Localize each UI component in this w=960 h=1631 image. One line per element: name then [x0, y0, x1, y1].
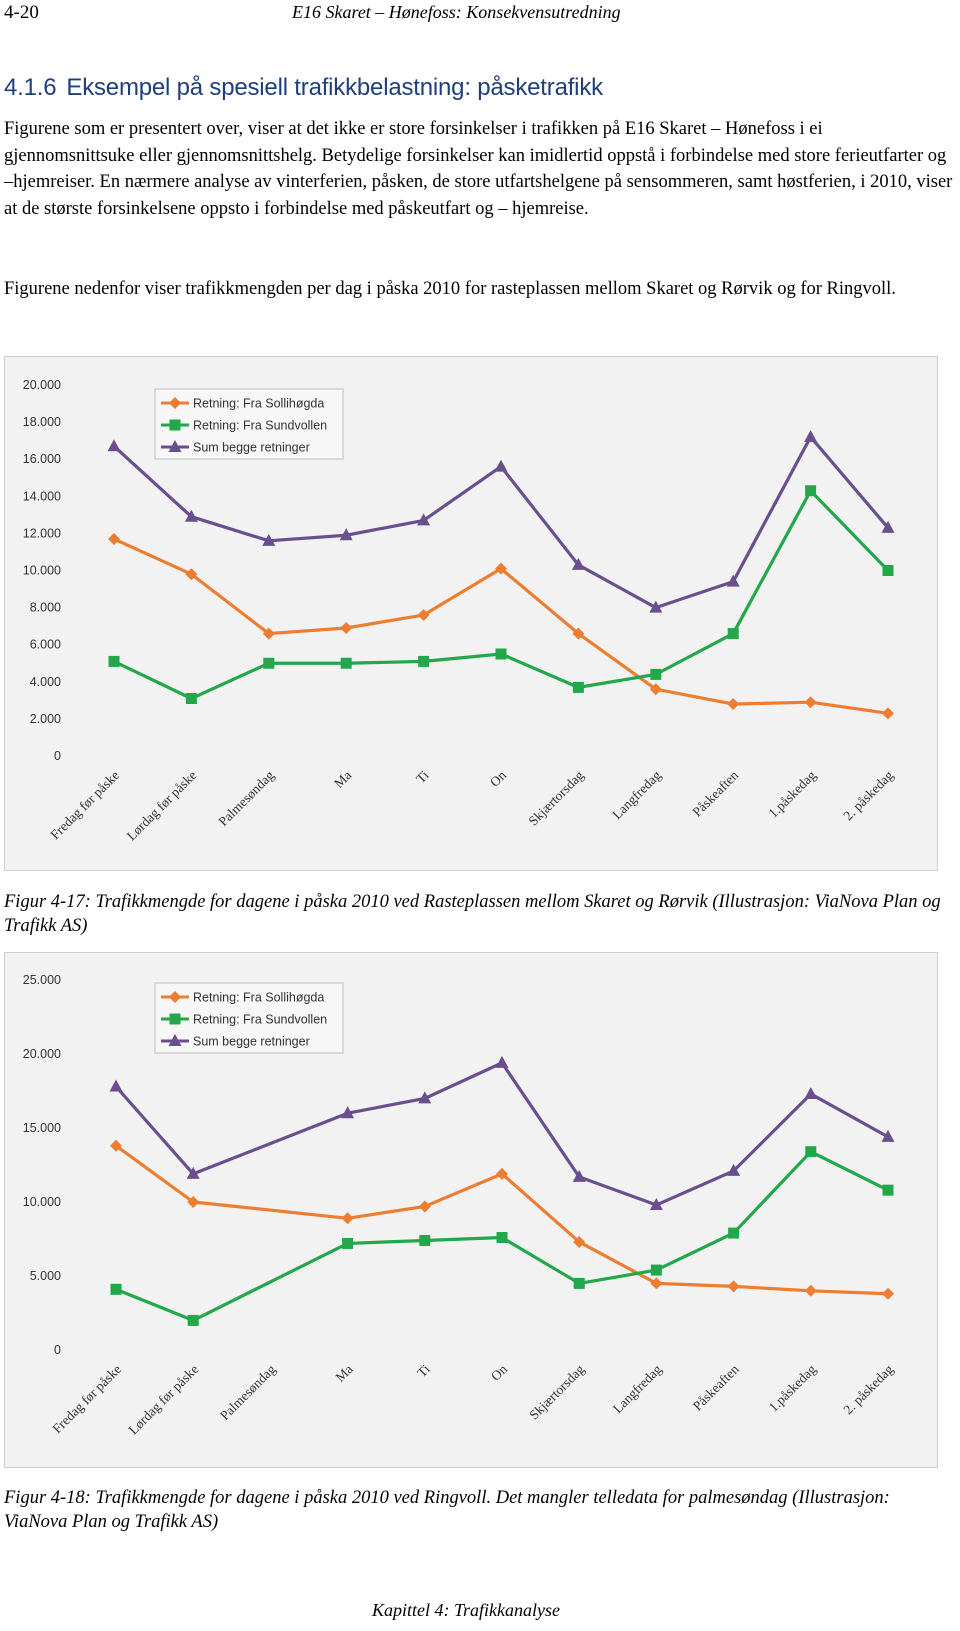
x-tick-label: Langfredag	[609, 767, 664, 823]
figure-caption-4-18: Figur 4-18: Trafikkmengde for dagene i påska 2010 ved Ringvoll. Det mangler telledata for palmesøndag (Illustrasjon: ViaNova Plan og Trafikk AS)	[4, 1488, 890, 1532]
legend-label-retning-fra-sollihogda: Retning: Fra Sollihøgda	[193, 396, 325, 411]
data-point-retning-fra-sollihogda	[805, 1285, 817, 1297]
legend-label-sum-begge-retninger: Sum begge retninger	[193, 440, 310, 455]
y-tick-label: 18.000	[22, 415, 61, 430]
y-tick-label: 16.000	[22, 452, 61, 467]
data-point-retning-fra-sundvollen	[728, 1228, 739, 1239]
data-point-sum-begge-retninger	[417, 513, 430, 525]
y-tick-label: 20.000	[22, 1047, 61, 1061]
y-tick-label: 2.000	[29, 711, 61, 726]
x-tick-label: Ti	[412, 767, 432, 787]
legend-marker-retning-fra-sundvollen	[170, 1014, 181, 1025]
x-tick-label: Ma	[330, 767, 355, 791]
y-tick-label: 14.000	[22, 489, 61, 504]
body-paragraph-2: Figurene nedenfor viser trafikkmengden per dag i påska 2010 for rasteplassen mellom Skaret og Rørvik og for Ringvoll.	[4, 279, 896, 299]
data-point-retning-fra-sundvollen	[418, 656, 429, 667]
data-point-retning-fra-sundvollen	[574, 1278, 585, 1289]
x-tick-label: 1.påskedag	[765, 767, 819, 821]
y-tick-label: 4.000	[29, 674, 61, 689]
data-point-retning-fra-sundvollen	[728, 628, 739, 639]
data-point-retning-fra-sundvollen	[805, 1146, 816, 1157]
data-point-retning-fra-sollihogda	[108, 533, 120, 545]
y-tick-label: 20.000	[22, 378, 61, 392]
data-point-retning-fra-sollihogda	[727, 698, 739, 710]
data-point-sum-begge-retninger	[804, 430, 817, 442]
legend-label-sum-begge-retninger: Sum begge retninger	[193, 1034, 310, 1049]
x-tick-label: Påskeaften	[689, 767, 742, 820]
x-tick-label: Påskeaften	[689, 1361, 742, 1414]
legend-label-retning-fra-sundvollen: Retning: Fra Sundvollen	[193, 1012, 328, 1027]
y-tick-label: 6.000	[29, 637, 61, 652]
x-tick-label: Fredag før påske	[47, 767, 123, 843]
data-point-retning-fra-sollihogda	[419, 1200, 431, 1212]
data-point-retning-fra-sundvollen	[883, 1185, 894, 1196]
series-line-sum-begge-retninger	[116, 1063, 888, 1205]
y-tick-label: 15.000	[22, 1121, 61, 1135]
data-point-retning-fra-sundvollen	[342, 1238, 353, 1249]
x-tick-label: Palmesøndag	[217, 1361, 279, 1424]
data-point-retning-fra-sundvollen	[497, 1232, 508, 1243]
data-point-retning-fra-sundvollen	[573, 682, 584, 693]
section-heading	[4, 74, 603, 102]
data-point-retning-fra-sundvollen	[111, 1284, 122, 1295]
y-tick-label: 0	[54, 749, 61, 763]
data-point-retning-fra-sundvollen	[186, 693, 197, 704]
body-paragraph-1: Figurene som er presentert over, viser at det ikke er store forsinkelser i trafikken på E16 Skaret – Hønefoss i ei gjennomsnittsuke eller gjennomsnittshelg. Betydelige forsinkelser kan imidlertid oppstå i forbindelse med store ferieutfarter og –hjemreiser. En nærmere analyse av vinterferien, påsken, de store utfartshelgene på sensommeren, samt høstferien, i 2010, viser at de største forsinkelsene oppsto i forbindelse med påskeutfart og – hjemreise.	[4, 119, 953, 219]
data-point-retning-fra-sundvollen	[109, 656, 120, 667]
document-title: E16 Skaret – Hønefoss: Konsekvensutredning	[292, 2, 621, 22]
data-point-retning-fra-sollihogda	[882, 1288, 894, 1300]
data-point-retning-fra-sundvollen	[883, 565, 894, 576]
data-point-retning-fra-sundvollen	[341, 658, 352, 669]
series-line-retning-fra-sundvollen	[114, 491, 888, 699]
data-point-retning-fra-sundvollen	[263, 658, 274, 669]
y-tick-label: 10.000	[22, 1195, 61, 1209]
section-number: 4.1.6	[4, 74, 57, 101]
chart-ringvoll-svg	[5, 953, 937, 1467]
y-tick-label: 25.000	[22, 973, 61, 987]
y-tick-label: 5.000	[29, 1269, 61, 1283]
data-point-sum-begge-retninger	[495, 460, 508, 472]
data-point-retning-fra-sundvollen	[419, 1235, 430, 1246]
data-point-retning-fra-sundvollen	[496, 648, 507, 659]
y-tick-label: 8.000	[29, 600, 61, 615]
x-tick-label: Palmesøndag	[215, 767, 277, 830]
legend-marker-retning-fra-sundvollen	[170, 420, 181, 431]
data-point-retning-fra-sundvollen	[188, 1315, 199, 1326]
x-tick-label: Skjærtorsdag	[525, 767, 587, 829]
data-point-retning-fra-sundvollen	[805, 485, 816, 496]
chart-rasteplass-svg	[5, 357, 937, 870]
y-tick-label: 12.000	[22, 526, 61, 541]
data-point-retning-fra-sollihogda	[805, 696, 817, 708]
figure-caption-4-17: Figur 4-17: Trafikkmengde for dagene i påska 2010 ved Rasteplassen mellom Skaret og Rørvik (Illustrasjon: ViaNova Plan og Trafikk AS)	[4, 892, 941, 936]
section-title: Eksempel på spesiell trafikkbelastning: påsketrafikk	[66, 74, 603, 101]
data-point-retning-fra-sundvollen	[650, 669, 661, 680]
legend-label-retning-fra-sundvollen: Retning: Fra Sundvollen	[193, 418, 328, 433]
data-point-sum-begge-retninger	[804, 1087, 817, 1099]
data-point-retning-fra-sollihogda	[650, 1277, 662, 1289]
chart-rasteplass	[4, 356, 938, 871]
x-tick-label: Ma	[332, 1361, 356, 1385]
x-tick-label: Langfredag	[609, 1361, 665, 1417]
chart-ringvoll	[4, 952, 938, 1468]
x-tick-label: Lørdag før påske	[125, 1361, 202, 1438]
data-point-sum-begge-retninger	[108, 439, 121, 451]
x-tick-label: On	[487, 1361, 511, 1384]
x-tick-label: Ti	[414, 1361, 433, 1381]
page-header	[4, 0, 956, 30]
data-point-retning-fra-sollihogda	[340, 622, 352, 634]
y-tick-label: 10.000	[22, 563, 61, 578]
data-point-sum-begge-retninger	[496, 1056, 509, 1068]
data-point-retning-fra-sundvollen	[651, 1265, 662, 1276]
x-tick-label: On	[486, 767, 510, 790]
x-tick-label: 2. påskedag	[840, 767, 897, 824]
x-tick-label: Fredag før påske	[49, 1361, 125, 1437]
y-tick-label: 0	[54, 1343, 61, 1357]
x-tick-label: 2. påskedag	[840, 1361, 897, 1418]
data-point-sum-begge-retninger	[110, 1080, 123, 1092]
page-number: 4-20	[4, 2, 39, 23]
data-point-retning-fra-sollihogda	[342, 1212, 354, 1224]
x-tick-label: 1.påskedag	[765, 1361, 819, 1415]
data-point-retning-fra-sollihogda	[882, 707, 894, 719]
x-tick-label: Skjærtorsdag	[526, 1361, 588, 1423]
page-footer: Kapittel 4: Trafikkanalyse	[372, 1600, 560, 1620]
legend-label-retning-fra-sollihogda: Retning: Fra Sollihøgda	[193, 990, 325, 1005]
x-tick-label: Lørdag før påske	[123, 767, 200, 844]
data-point-retning-fra-sollihogda	[728, 1280, 740, 1292]
